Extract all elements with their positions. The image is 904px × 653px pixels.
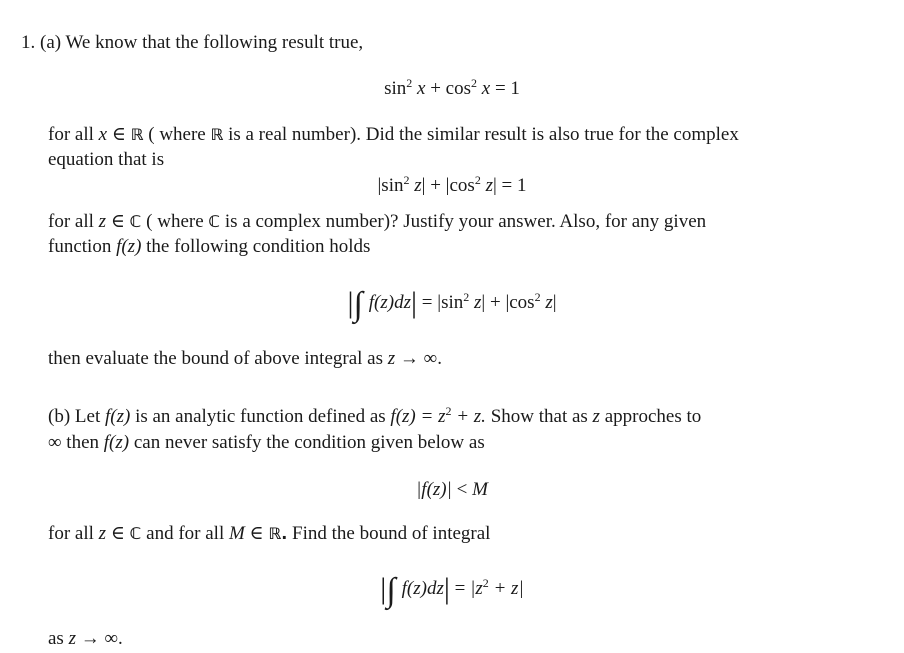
eq2-exp2: 2	[474, 173, 481, 187]
text1-line2: equation that is	[48, 149, 165, 170]
part-b-inf: ∞	[48, 432, 62, 453]
text1-x: x	[98, 124, 108, 145]
eq2-bar2: |	[421, 175, 426, 196]
problem-intro-line	[21, 31, 363, 55]
text1-R2: ℝ	[210, 125, 224, 144]
eq5-eq: =	[454, 578, 466, 599]
part-b-def: f(z) = z	[390, 406, 446, 427]
eq4-lt: <	[456, 479, 468, 500]
text2-z: z	[98, 211, 107, 232]
eq5-bigbar-right: |	[443, 572, 450, 605]
eq1-exp2: 2	[471, 76, 477, 90]
eq5-integral: ∫	[386, 572, 396, 609]
text5-arrow: → ∞.	[80, 628, 123, 649]
eq4-lhs: |f(z)|	[416, 479, 452, 500]
part-b-post: Show that as	[490, 406, 588, 427]
text3-z: z	[387, 348, 396, 369]
part-b-z: z	[592, 406, 600, 427]
text4-in: ∈	[110, 523, 125, 544]
part-b-line1	[48, 405, 701, 429]
part-a-intro: We know that the following result true,	[65, 32, 364, 53]
eq2-bar4: |	[492, 175, 497, 196]
equation-4	[0, 477, 904, 503]
text1-R: ℝ	[130, 125, 144, 144]
text4-z: z	[98, 523, 107, 544]
part-b-let: Let	[74, 406, 101, 427]
eq1-var2: x	[481, 78, 491, 99]
part-a-text1-line1	[48, 123, 739, 147]
text2-C2: ℂ	[208, 212, 221, 231]
text4-and: and for all	[146, 523, 225, 544]
text5-z: z	[68, 628, 76, 649]
eq2-var2: z	[485, 175, 493, 196]
part-b-line2-post: can never satisfy the condition given below as	[133, 432, 485, 453]
eq3-exp2: 2	[534, 290, 541, 304]
text2-in: ∈	[110, 211, 125, 232]
part-b-end: approches to	[604, 406, 702, 427]
eq3-integral: ∫	[353, 286, 363, 323]
part-a-text3	[48, 347, 442, 371]
part-b-def-exp: 2	[445, 404, 452, 418]
text5-pre: as	[48, 628, 64, 649]
part-b-mid: is an analytic function defined as	[135, 406, 386, 427]
text2-post: is a complex number)? Justify your answer. Also, for any given	[224, 211, 707, 232]
part-a-text1-line2	[48, 148, 164, 172]
eq2-bar1: |	[377, 175, 382, 196]
text4-pre: for all	[48, 523, 94, 544]
eq3-var1: z	[474, 292, 482, 313]
eq2-exp1: 2	[403, 173, 410, 187]
eq2-rhs: = 1	[501, 175, 527, 196]
text3-arrow: → ∞.	[399, 348, 442, 369]
eq5-bigbar-left: |	[380, 572, 387, 605]
eq3-exp1: 2	[463, 290, 470, 304]
part-b-line2	[48, 431, 485, 455]
eq3-plus: +	[489, 292, 501, 313]
part-b-text4	[48, 522, 490, 546]
equation-3: |∫ $f(z)dz| = |\sin^2$ $z| + |\cos^2$ z|	[347, 286, 557, 323]
text2-pre: for all	[48, 211, 94, 232]
text2-C: ℂ	[129, 212, 142, 231]
part-b-label: (b)	[48, 406, 71, 427]
text2-fz: f(z)	[116, 236, 142, 257]
part-a-text2-line2	[48, 235, 370, 259]
eq5-rhs: |z	[470, 578, 483, 599]
text4-C: ℂ	[129, 524, 142, 543]
part-a-text2-line1	[48, 210, 706, 234]
eq3-eq: =	[421, 292, 433, 313]
text2-line2-pre: function	[48, 236, 112, 257]
eq5-rhs-tail: + z|	[493, 578, 524, 599]
part-b-text5	[48, 627, 123, 651]
part-b-f: f(z)	[104, 406, 131, 427]
eq1-rhs: = 1	[494, 78, 520, 99]
eq2-bar3: |	[445, 175, 450, 196]
eq3-sin: sin	[441, 292, 464, 313]
equation-2	[0, 173, 904, 199]
text4-post: Find the bound of integral	[292, 523, 491, 544]
eq3-bigbar-right: |	[411, 286, 418, 319]
eq2-sin: sin	[381, 175, 404, 196]
eq5-integrand: f(z)dz	[401, 578, 444, 599]
eq2-cos: cos	[449, 175, 475, 196]
text4-M: M	[228, 523, 245, 544]
text1-pre: for all	[48, 124, 94, 145]
text4-R: ℝ.	[268, 524, 288, 543]
part-b-then: then	[66, 432, 100, 453]
eq2-plus: +	[430, 175, 441, 196]
eq3-cos: cos	[509, 292, 535, 313]
text1-in: ∈	[111, 124, 126, 145]
text4-in2: ∈	[249, 523, 264, 544]
part-b-f2: f(z)	[103, 432, 130, 453]
eq1-exp1: 2	[406, 76, 413, 90]
text1-mid: ( where	[148, 124, 206, 145]
eq1-sin: sin	[384, 78, 407, 99]
problem-number: 1.	[21, 32, 36, 53]
equation-1	[0, 76, 904, 102]
part-a-label: (a)	[40, 32, 62, 53]
part-b-def-tail: + z.	[456, 406, 486, 427]
eq1-plus: +	[430, 78, 441, 99]
equation-5	[0, 572, 904, 609]
eq1-var1: x	[417, 78, 426, 99]
eq3-integrand: f(z)dz	[368, 292, 412, 313]
text1-post: is a real number). Did the similar result is also true for the complex	[228, 124, 739, 145]
text2-line2-post: the following condition holds	[146, 236, 371, 257]
eq4-M: M	[472, 479, 488, 500]
eq2-var1: z	[414, 175, 422, 196]
eq3-var2: z	[545, 292, 553, 313]
text2-mid: ( where	[146, 211, 204, 232]
eq3-bigbar-left: |	[347, 286, 354, 319]
text3-pre: then evaluate the bound of above integral as	[48, 348, 384, 369]
eq1-cos: cos	[445, 78, 471, 99]
eq5-exp: 2	[482, 576, 489, 590]
